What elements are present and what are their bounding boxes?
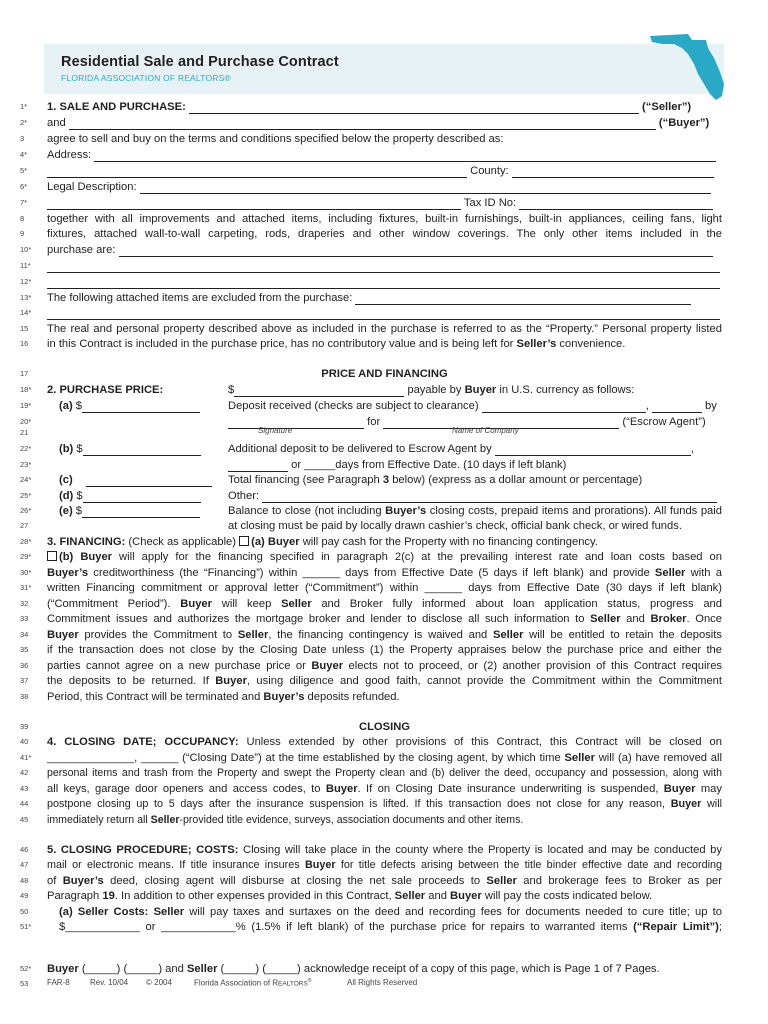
text-run: will apply for the financing specified in paragraph 2(c) at the prevailing interest rate and loan costs based on: [112, 551, 722, 563]
text-run: will: [701, 798, 722, 810]
footer-organization: [194, 978, 311, 988]
line-16-end: convenience.: [556, 338, 626, 350]
payable-buyer: Buyer: [464, 384, 497, 396]
line-number: 7*: [20, 198, 28, 207]
all-rights: All Rights Reserved: [347, 978, 418, 987]
text-run: Buyer: [325, 783, 358, 795]
seller-name-field[interactable]: [189, 102, 639, 114]
price-financing-heading: PRICE AND FINANCING: [321, 368, 448, 380]
line-42: [47, 767, 722, 780]
section-2-heading: 2. PURCHASE PRICE:: [47, 384, 164, 396]
text-run: Seller: [237, 629, 269, 641]
line-25: [47, 490, 722, 503]
line-30: [47, 567, 722, 580]
text-run: provides the Commitment to: [78, 629, 238, 641]
line-47: [47, 859, 722, 872]
legal-description-field-2[interactable]: [47, 198, 461, 210]
line-12: [47, 276, 722, 289]
text-run: and: [425, 890, 451, 902]
text-run: (“Repair Limit”): [633, 921, 719, 933]
text-run: Paragraph: [47, 890, 103, 902]
text-run: Unless extended by other provisions of this Contract, this Contract will be closed on: [238, 736, 722, 748]
line-number: 6*: [20, 182, 28, 191]
line-number: 24*: [20, 475, 32, 484]
line-number: 16: [20, 339, 29, 348]
item-a-label: (a): [59, 400, 73, 412]
item-a-dollar: $: [75, 400, 83, 412]
line-43: [47, 783, 722, 796]
other-amount-field[interactable]: [83, 491, 201, 503]
line-13: [47, 292, 722, 305]
line-22: (b) $ Additional deposit to be delivered to Escrow Agent by ,: [59, 443, 694, 455]
text-run: Buyer: [215, 675, 247, 687]
text-run: Seller: [150, 814, 180, 826]
text-run: of: [47, 875, 63, 887]
by-text: by: [705, 400, 717, 412]
line-number: 20*: [20, 417, 32, 426]
line-number: 44: [20, 799, 29, 808]
text-run: ______________, ______ (“Closing Date”) at the time established by the closing agent, by which time: [47, 752, 565, 764]
text-run: ;: [718, 921, 722, 933]
line-number: 40: [20, 737, 29, 746]
text-run: 19: [102, 890, 115, 902]
text-run: creditworthiness (the “Financing”) within ______ days from Effective Date (5 days if left blank) and provide: [88, 567, 655, 579]
other-label: Other:: [228, 490, 260, 502]
address-field[interactable]: [94, 150, 716, 162]
line-8: together with all improvements and attached items, including fixtures, built-in furnishings, built-in appliances, ceiling fans, light: [47, 213, 722, 225]
additional-deposit-date-field[interactable]: [495, 444, 691, 456]
text-run: Seller: [590, 613, 621, 625]
included-items-field[interactable]: [119, 245, 713, 257]
text-run: Seller: [564, 752, 595, 764]
line-number: 1*: [20, 102, 28, 111]
text-run: Buyer’s: [62, 875, 104, 887]
cash-option-text: will pay cash for the Property with no financing contingency.: [299, 536, 598, 548]
line-number: 48: [20, 876, 29, 885]
line-40: [47, 736, 722, 749]
line-46: [47, 844, 722, 857]
text-run: and: [620, 613, 651, 625]
address-field-2[interactable]: [47, 166, 467, 178]
line-number: 22*: [20, 444, 32, 453]
line-2: [47, 117, 722, 130]
signature-caption: Signature: [258, 426, 293, 435]
line-24: [47, 474, 722, 487]
legal-description-label: Legal Description:: [47, 181, 137, 193]
text-run: Commitment issues and authorizes the mortgage broker and lender to disclose all such information to: [47, 613, 591, 625]
escrow-agent-label: (“Escrow Agent”): [622, 416, 706, 428]
text-run: Closing will take place in the county where the Property is located and may be conducted by: [238, 844, 722, 856]
tax-id-label: Tax ID No:: [463, 197, 517, 209]
line-number: 8: [20, 214, 25, 223]
for-text: for: [367, 416, 381, 428]
line-number: 37: [20, 676, 29, 685]
line-number: 31*: [20, 583, 32, 592]
line-number: 50: [20, 907, 29, 916]
line-26: [47, 505, 722, 518]
text-run: Broker: [650, 613, 687, 625]
line-number: 42: [20, 768, 29, 777]
address-label: Address:: [47, 149, 92, 161]
line-4: [47, 149, 722, 162]
line-50: [47, 906, 722, 919]
form-code: FAR-8: [47, 978, 70, 987]
text-run: deposits refunded.: [304, 691, 400, 703]
total-financing-text: Total financing (see Paragraph: [228, 474, 383, 486]
and-label: and: [47, 117, 66, 129]
text-run: for title defects arising between the title binder effective date and recording: [335, 859, 722, 871]
text-run: Seller: [394, 890, 426, 902]
text-run: Buyer: [670, 798, 702, 810]
dollar-sign: $: [228, 384, 235, 396]
line-number: 28*: [20, 537, 32, 546]
line-14: [47, 307, 722, 320]
line-31: [47, 582, 722, 595]
line-51: [47, 921, 722, 934]
purchase-price-field[interactable]: [234, 385, 404, 397]
item-c-label: (c): [59, 474, 73, 486]
form-title: Residential Sale and Purchase Contract: [61, 54, 339, 70]
text-run: will pay the costs indicated below.: [481, 890, 653, 902]
line-29: [47, 551, 722, 564]
text-run: Buyer: [304, 859, 336, 871]
line-number: 18*: [20, 385, 32, 394]
total-financing-rest: below) (express as a dollar amount or percentage): [389, 474, 643, 486]
included-items-field-3[interactable]: [47, 277, 720, 289]
check-applicable-text: (Check as applicable): [125, 536, 240, 548]
text-run: 4. CLOSING DATE; OCCUPANCY:: [47, 736, 239, 748]
text-run: Seller: [186, 963, 218, 975]
legal-description-field[interactable]: [140, 182, 711, 194]
text-run: Buyer: [47, 963, 79, 975]
line-number: 11*: [20, 261, 31, 270]
initials-acknowledgement: [47, 963, 722, 976]
text-run: Buyer’s: [263, 691, 305, 703]
line-29-text: [59, 551, 722, 563]
balance-rest: closing costs, prepaid items and prorations). All funds paid: [426, 505, 722, 517]
text-run: will (a) have removed all: [594, 752, 722, 764]
funds-text: at closing must be paid by locally drawn cashier’s check, official bank check, or wired funds.: [228, 520, 682, 532]
balance-text: Balance to close (not including: [228, 505, 386, 517]
text-run: -provided title evidence, surveys, association documents and other items.: [179, 814, 524, 826]
line-number: 52*: [20, 964, 32, 973]
text-run: Period, this Contract will be terminated and: [47, 691, 264, 703]
additional-deposit-text: Additional deposit to be delivered to Escrow Agent by: [228, 443, 492, 455]
deposit-check-field[interactable]: [482, 401, 646, 413]
additional-deposit-date-field-2[interactable]: [228, 460, 288, 472]
line-number: 43: [20, 784, 29, 793]
section-3-heading: 3. FINANCING:: [47, 536, 126, 548]
line-38: [47, 691, 722, 704]
line-number: 41*: [20, 753, 32, 762]
excluded-items-label: The following attached items are excluded from the purchase:: [47, 292, 353, 304]
text-run: will pay taxes and surtaxes on the deed and recording fees for documents needed to cure title; up to: [184, 906, 722, 918]
text-run: . If on Closing Date insurance underwriting is suspended,: [357, 783, 664, 795]
text-run: Seller: [153, 906, 185, 918]
line-number: 19*: [20, 401, 32, 410]
line-45: [47, 814, 722, 827]
line-19: (a) $ Deposit received (checks are subject to clearance) , by: [59, 400, 717, 412]
text-run: if the transaction does not close by the Closing Date unless (1) the Property appraises below the purchase price and either the: [47, 644, 722, 656]
line-50-text: [59, 906, 722, 918]
line-44: [47, 798, 722, 811]
text-run: (_____) (_____) and: [78, 963, 187, 975]
line-41: [47, 752, 722, 765]
deposit-date-field[interactable]: [652, 401, 702, 413]
text-run: Buyer: [663, 783, 696, 795]
text-run: , using diligence and good faith, cannot provide the Commitment within the Commitment: [246, 675, 723, 687]
line-9: fixtures, attached wall-to-wall carpeting, rods, draperies and other window coverings. The only other items included in the: [47, 228, 722, 240]
balance-amount-field[interactable]: [82, 506, 200, 518]
company-caption: Name of Company: [452, 426, 519, 435]
line-number: 13*: [20, 293, 32, 302]
line-number: 46: [20, 845, 29, 854]
form-organization: FLORIDA ASSOCIATION OF REALTORS®: [61, 73, 231, 83]
line-number: 12*: [20, 277, 32, 286]
line-number: 30*: [20, 568, 32, 577]
line-16: [47, 338, 722, 351]
financing-amount-field[interactable]: [86, 475, 212, 487]
other-description-field[interactable]: [262, 491, 717, 503]
line-number: 17: [20, 369, 29, 378]
buyer-name-field[interactable]: [69, 118, 656, 130]
line-number: 4*: [20, 150, 28, 159]
line-number: 2*: [20, 118, 28, 127]
signature-field[interactable]: [228, 417, 364, 429]
text-run: all keys, garage door openers and access codes, to: [47, 783, 326, 795]
line-number: 27: [20, 521, 29, 530]
line-number: 25*: [20, 491, 32, 500]
line-number: 38: [20, 692, 29, 701]
line-37: [47, 675, 722, 688]
text-run: Seller: [486, 875, 517, 887]
line-49: [47, 890, 722, 903]
line-10: [47, 244, 722, 257]
text-run: (b) Buyer: [59, 551, 113, 563]
copyright: © 2004: [146, 978, 172, 987]
florida-map-icon: [648, 32, 726, 102]
text-run: with a: [685, 567, 722, 579]
line-number: 5*: [20, 166, 28, 175]
line-36: [47, 660, 722, 673]
line-35: [47, 644, 722, 657]
line-number: 26*: [20, 506, 32, 515]
line-1: [47, 101, 722, 114]
currency-text: in U.S. currency as follows:: [496, 384, 635, 396]
additional-deposit-field[interactable]: [83, 444, 201, 456]
excluded-items-field-2[interactable]: [47, 308, 720, 320]
paragraph-3-ref: 3: [382, 474, 390, 486]
county-label: County:: [470, 165, 509, 177]
text-run: $____________ or ____________% (1.5% if left blank) of the purchase price for repairs to warranted items: [59, 921, 634, 933]
cash-checkbox[interactable]: [239, 536, 249, 546]
text-run: elects not to proceed, or (2) another provision of this Contract requires: [343, 660, 723, 672]
line-number: 53: [20, 979, 29, 988]
line-15: The real and personal property described above as included in the purchase is referred to as the “Property.” Personal property listed: [47, 323, 722, 335]
deposit-text: Deposit received (checks are subject to clearance): [228, 400, 479, 412]
text-run: and brokerage fees to Broker as per: [516, 875, 722, 887]
tax-id-field[interactable]: [519, 198, 713, 210]
line-34: [47, 629, 722, 642]
text-run: , the financing contingency is waived and: [268, 629, 493, 641]
text-run: (a) Seller Costs:: [59, 906, 149, 918]
line-number: 32: [20, 599, 29, 608]
text-run: Seller: [654, 567, 686, 579]
line-number: 23*: [20, 460, 32, 469]
text-run: Buyer’s: [47, 567, 89, 579]
text-run: personal items and trash from the Property and swept the Property clean and (b) deliver the deed, occupancy and possession, along with: [47, 767, 722, 779]
text-run: postpone closing up to 5 days after the insurance suspension is lifted. If this transaction does not close for any reason,: [47, 798, 671, 810]
line-6: [47, 181, 722, 194]
text-run: Buyer: [47, 629, 79, 641]
item-d-dollar: $: [76, 490, 83, 502]
balance-buyers: Buyer’s: [385, 505, 427, 517]
text-run: Buyer: [180, 598, 212, 610]
line-number: 10*: [20, 245, 32, 254]
excluded-items-field[interactable]: [355, 293, 691, 305]
line-number: 21: [20, 428, 29, 437]
line-number: 15: [20, 324, 29, 333]
line-28: [47, 536, 722, 549]
county-field[interactable]: [512, 166, 714, 178]
line-33: [47, 613, 722, 626]
deposit-amount-field[interactable]: [82, 401, 200, 413]
footer-org-reg: ®: [307, 978, 312, 984]
text-run: (“Commitment Period”).: [47, 598, 181, 610]
footer-org-text: Florida Association of R: [194, 978, 279, 988]
line-number: 35: [20, 645, 29, 654]
item-e-label: (e): [59, 505, 73, 517]
line-number: 47: [20, 860, 29, 869]
cash-option-label: (a) Buyer: [251, 536, 300, 548]
text-run: parties cannot agree on a new purchase price or: [47, 660, 312, 672]
text-run: 5. CLOSING PROCEDURE; COSTS:: [47, 844, 239, 856]
section-1-heading: 1. SALE AND PURCHASE:: [47, 101, 186, 113]
included-items-field-2[interactable]: [47, 261, 720, 273]
line-16-text: in this Contract is included in the purchase price, has no contributory value and is being left for: [47, 338, 517, 350]
text-run: deed, closing agent will disburse at closing the net sale proceeds to: [103, 875, 487, 887]
text-run: the deposits to be returned. If: [47, 675, 216, 687]
text-run: will keep: [212, 598, 282, 610]
line-number: 33: [20, 614, 29, 623]
line-7: [47, 197, 722, 210]
line-number: 29*: [20, 552, 32, 561]
line-number: 49: [20, 891, 29, 900]
text-run: written Financing commitment or approval letter (“Commitment”) within ______ days from Effective Date (30 days if left blank): [47, 582, 722, 594]
text-run: immediately return all: [47, 814, 151, 826]
revision: Rev. 10/04: [90, 978, 129, 987]
line-number: 34: [20, 630, 29, 639]
text-run: (_____) (_____) acknowledge receipt of a copy of this page, which is Page 1 of 7 Pages.: [217, 963, 660, 975]
buyer-label: (“Buyer”): [658, 117, 710, 129]
text-run: Buyer: [311, 660, 344, 672]
line-number: 3: [20, 134, 25, 143]
text-run: . Once: [686, 613, 722, 625]
item-e-dollar: $: [75, 505, 83, 517]
text-run: mail or electronic means. If title insurance insures: [47, 859, 305, 871]
text-run: will be entitled to retain the deposits: [523, 629, 722, 641]
text-run: Buyer: [450, 890, 482, 902]
line-48: [47, 875, 722, 888]
seller-label: (“Seller”): [642, 101, 692, 113]
days-text: or _____days from Effective Date. (10 days if left blank): [291, 459, 567, 471]
line-51-text: [59, 921, 722, 933]
line-3: agree to sell and buy on the terms and conditions specified below the property described as:: [47, 133, 504, 145]
line-number: 14*: [20, 308, 32, 317]
payable-text: payable by: [407, 384, 465, 396]
financing-checkbox[interactable]: [47, 551, 57, 561]
line-number: 51*: [20, 922, 32, 931]
text-run: may: [695, 783, 722, 795]
text-run: . In addition to other expenses provided in this Contract,: [114, 890, 395, 902]
line-number: 9: [20, 229, 25, 238]
line-number: 36: [20, 661, 29, 670]
item-b-dollar: $: [76, 443, 83, 455]
line-11: [47, 260, 722, 273]
line-number: 45: [20, 815, 29, 824]
line-number: 39: [20, 722, 29, 731]
purchase-are-label: purchase are:: [47, 244, 116, 256]
line-5: [47, 165, 722, 178]
item-b-label: (b): [59, 443, 74, 455]
text-run: and Broker fully informed about loan application status, progress and: [311, 598, 722, 610]
text-run: Seller: [492, 629, 524, 641]
item-d-label: (d): [59, 490, 74, 502]
line-16-bold: Seller’s: [516, 338, 557, 350]
text-run: Seller: [281, 598, 312, 610]
closing-heading: CLOSING: [359, 721, 410, 733]
line-18: [47, 384, 722, 397]
footer-org-smallcaps: EALTORS: [278, 980, 308, 988]
line-32: [47, 598, 722, 611]
